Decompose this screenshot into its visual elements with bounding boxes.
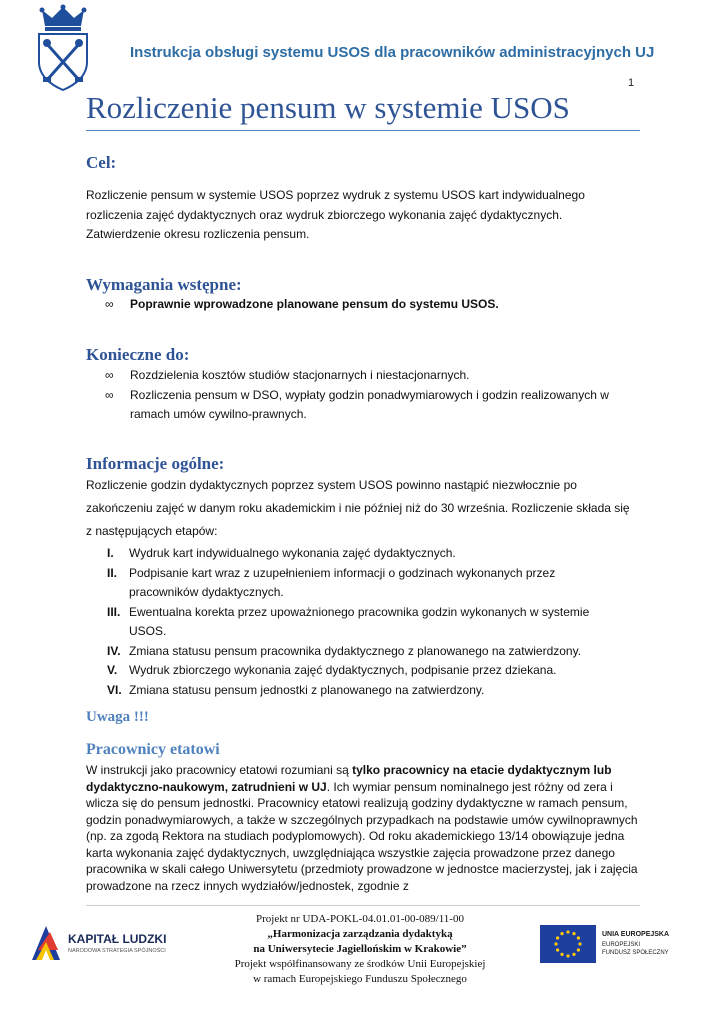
eu-flag-icon <box>540 925 596 963</box>
list-item <box>100 366 620 386</box>
heading-wymagania: Wymagania wstępne: <box>86 275 242 294</box>
kapital-ludzki-subtitle: NARODOWA STRATEGIA SPÓJNOŚCI <box>68 948 166 954</box>
step-item <box>107 564 607 603</box>
university-crest-logo <box>28 4 98 92</box>
list-item <box>100 386 620 425</box>
cel-line: Zatwierdzenie okresu rozliczenia pensum. <box>86 227 310 241</box>
step-item <box>107 681 607 701</box>
heading-informacje: Informacje ogólne: <box>86 454 225 473</box>
pracownicy-intro: W instrukcji jako pracownicy etatowi rozumiani są <box>86 763 353 777</box>
konieczne-list <box>100 366 620 425</box>
step-text: Wydruk zbiorczego wykonania zajęć dydaktycznych, podpisanie przez dziekana. <box>129 663 557 677</box>
step-number: IV. <box>107 643 121 658</box>
eu-logo <box>540 925 690 965</box>
informacje-paragraph <box>86 474 646 543</box>
step-item <box>107 642 607 662</box>
footer-project-info <box>220 912 500 987</box>
step-text: Wydruk kart indywidualnego wykonania zajęć dydaktycznych. <box>129 546 456 560</box>
step-text: Podpisanie kart wraz z uzupełnieniem informacji o godzinach wykonanych przez pracowników dydaktycznych. <box>129 565 556 599</box>
footer-line: na Uniwersytecie Jagiellońskim w Krakowie” <box>253 943 467 955</box>
cel-line: Rozliczenie pensum w systemie USOS poprzez wydruk z systemu USOS kart indywidualnego <box>86 188 585 202</box>
footer-line: Projekt współfinansowany ze środków Unii Europejskiej <box>234 958 486 970</box>
footer-line: Projekt nr UDA-POKL-04.01.01-00-089/11-00 <box>256 913 464 925</box>
wymagania-item-text: Poprawnie wprowadzone planowane pensum do systemu USOS. <box>130 297 499 311</box>
step-number: III. <box>107 604 121 619</box>
title-underline <box>86 130 640 131</box>
eu-logo-line: FUNDUSZ SPOŁECZNY <box>602 950 669 956</box>
footer-line: „Harmonizacja zarządzania dydaktyką <box>267 928 453 940</box>
kapital-ludzki-title: KAPITAŁ LUDZKI <box>68 932 167 946</box>
list-item <box>100 295 620 315</box>
step-number: VI. <box>107 682 122 697</box>
eu-logo-line: EUROPEJSKI <box>602 942 641 948</box>
step-text: Ewentualna korekta przez upoważnionego pracownika godzin wykonanych w systemie USOS. <box>129 604 590 638</box>
page-number: 1 <box>628 77 635 89</box>
header-title: Instrukcja obsługi systemu USOS dla pracowników administracyjnych UJ <box>130 44 655 61</box>
informacje-line: zakończeniu zajęć w danym roku akademickim i nie później niż do 30 września. Rozliczenie składa się <box>86 501 630 515</box>
pracownicy-rest: . Ich wymiar pensum nominalnego jest różny od zera i wlicza się do pensum jednostki. Pracownicy etatowi realizują godziny dydaktyczne w ramach pensum, godzin ponadwymiarowych, a także w szczególnych przypadkach na podstawie umów cywilnoprawnych (np. za zgodą Rektora na studiach podyplomowych). Od roku akademickiego 13/14 obowiązuje jedna karta wykonania zajęć dydaktycznych, uwzględniająca wszystkie zajęcia prowadzone przez danego pracownika w skali całego Uniwersytetu (przedmioty prowadzone w jednostce macierzystej, jak i zajęcia prowadzone na rzecz innych wydziałów/jednostek, zgodnie z <box>86 779 638 893</box>
pracownicy-paragraph <box>86 762 646 894</box>
cel-line: rozliczenia zajęć dydaktycznych oraz wydruk zbiorczego wykonania zajęć dydaktycznych. <box>86 207 563 222</box>
konieczne-item-text: Rozdzielenia kosztów studiów stacjonarnych i niestacjonarnych. <box>130 368 470 382</box>
heading-cel: Cel: <box>86 153 117 172</box>
heading-uwaga: Uwaga !!! <box>86 709 149 725</box>
step-number: V. <box>107 663 118 677</box>
infinity-bullet-icon: ∞ <box>105 297 114 311</box>
heading-konieczne: Konieczne do: <box>86 345 190 364</box>
footer-divider <box>86 905 640 906</box>
heading-pracownicy: Pracownicy etatowi <box>86 741 220 758</box>
kapital-ludzki-logo <box>28 920 188 970</box>
step-item <box>107 661 607 681</box>
cel-paragraph <box>86 186 642 245</box>
pracownicy-bold: tylko pracownicy na etacie dydaktycznym lub dydaktyczno-naukowym, zatrudnieni w UJ <box>86 763 612 794</box>
infinity-bullet-icon: ∞ <box>105 368 114 382</box>
konieczne-item-text: Rozliczenia pensum w DSO, wypłaty godzin ponadwymiarowych i godzin realizowanych w ramach umów cywilno-prawnych. <box>130 387 609 421</box>
step-text: Zmiana statusu pensum pracownika dydaktycznego z planowanego na zatwierdzony. <box>129 643 582 658</box>
infinity-bullet-icon: ∞ <box>105 387 114 402</box>
informacje-line: Rozliczenie godzin dydaktycznych poprzez system USOS powinno nastąpić niezwłocznie po <box>86 478 577 492</box>
footer-line: w ramach Europejskiego Funduszu Społecznego <box>253 973 467 985</box>
step-text: Zmiana statusu pensum jednostki z planowanego na zatwierdzony. <box>129 682 485 697</box>
step-item <box>107 544 607 564</box>
step-number: I. <box>107 546 114 560</box>
wymagania-list <box>100 295 620 315</box>
informacje-line: z następujących etapów: <box>86 524 218 538</box>
steps-list <box>107 544 607 700</box>
document-title: Rozliczenie pensum w systemie USOS <box>86 90 570 125</box>
step-item <box>107 603 607 642</box>
step-number: II. <box>107 565 118 580</box>
eu-logo-title: UNIA EUROPEJSKA <box>602 931 670 938</box>
